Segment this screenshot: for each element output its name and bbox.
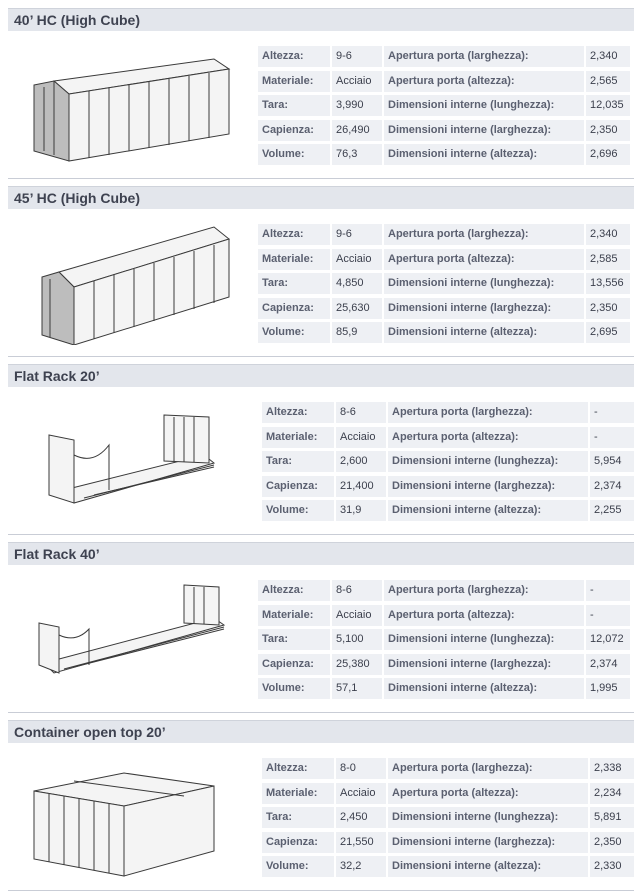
spec-label: Altezza: — [258, 224, 330, 245]
section-title: 40’ HC (High Cube) — [8, 8, 634, 31]
spec-label-2: Dimensioni interne (altezza): — [388, 856, 588, 877]
spec-label-2: Apertura porta (altezza): — [388, 427, 588, 448]
container-45hc-illustration — [14, 217, 244, 345]
spec-value-2: 2,340 — [586, 224, 630, 245]
spec-value-2: 2,330 — [590, 856, 634, 877]
container-40hc-illustration — [14, 39, 244, 167]
spec-label: Capienza: — [258, 120, 330, 141]
spec-value-2: - — [586, 605, 630, 626]
spec-value: 8-0 — [336, 758, 386, 779]
spec-label: Capienza: — [258, 654, 330, 675]
flat-rack-20-illustration — [14, 395, 244, 523]
spec-value: Acciaio — [336, 783, 386, 804]
spec-label: Altezza: — [262, 758, 334, 779]
section-title: Flat Rack 20’ — [8, 364, 634, 387]
spec-row — [258, 94, 630, 119]
spec-label-2: Dimensioni interne (altezza): — [388, 500, 588, 521]
spec-value-2: 2,350 — [586, 298, 630, 319]
spec-label-2: Apertura porta (altezza): — [384, 605, 584, 626]
spec-row — [262, 831, 634, 856]
spec-value-2: 2,565 — [586, 71, 630, 92]
specs-table — [258, 223, 630, 346]
spec-label-2: Dimensioni interne (lunghezza): — [388, 807, 588, 828]
specs-table — [258, 579, 630, 702]
spec-value-2: 2,255 — [590, 500, 634, 521]
spec-value: Acciaio — [332, 605, 382, 626]
spec-row — [262, 499, 634, 524]
spec-value: 32,2 — [336, 856, 386, 877]
spec-value: 2,450 — [336, 807, 386, 828]
spec-label: Capienza: — [258, 298, 330, 319]
spec-row — [258, 70, 630, 95]
spec-label-2: Apertura porta (altezza): — [384, 71, 584, 92]
spec-value: 26,490 — [332, 120, 382, 141]
spec-label: Capienza: — [262, 476, 334, 497]
spec-value: 25,630 — [332, 298, 382, 319]
spec-label: Volume: — [262, 856, 334, 877]
spec-row — [258, 248, 630, 273]
section-divider — [8, 712, 634, 713]
spec-label: Volume: — [262, 500, 334, 521]
spec-value-2: 13,556 — [586, 273, 630, 294]
spec-label-2: Apertura porta (larghezza): — [388, 758, 588, 779]
spec-label-2: Dimensioni interne (altezza): — [384, 678, 584, 699]
section-open-top-20 — [8, 720, 634, 891]
spec-label-2: Dimensioni interne (lunghezza): — [384, 273, 584, 294]
spec-value: Acciaio — [332, 249, 382, 270]
spec-row — [258, 143, 630, 168]
spec-row — [258, 297, 630, 322]
spec-value: 8-6 — [332, 580, 382, 601]
spec-value: 9-6 — [332, 224, 382, 245]
spec-label-2: Apertura porta (larghezza): — [384, 580, 584, 601]
spec-label: Capienza: — [262, 832, 334, 853]
specs-table — [262, 757, 634, 880]
spec-value-2: 1,995 — [586, 678, 630, 699]
spec-row — [258, 677, 630, 702]
spec-value: 57,1 — [332, 678, 382, 699]
spec-label: Tara: — [258, 629, 330, 650]
spec-value: 3,990 — [332, 95, 382, 116]
spec-label: Altezza: — [258, 46, 330, 67]
spec-row — [258, 321, 630, 346]
spec-label-2: Apertura porta (larghezza): — [384, 224, 584, 245]
spec-value: Acciaio — [336, 427, 386, 448]
specs-table — [258, 45, 630, 168]
section-40hc — [8, 8, 634, 179]
spec-value-2: - — [590, 427, 634, 448]
spec-row — [258, 579, 630, 604]
spec-value: 21,400 — [336, 476, 386, 497]
spec-label: Volume: — [258, 678, 330, 699]
spec-label: Tara: — [258, 95, 330, 116]
spec-row — [262, 450, 634, 475]
spec-row — [258, 119, 630, 144]
spec-value-2: 12,072 — [586, 629, 630, 650]
spec-value-2: 5,891 — [590, 807, 634, 828]
spec-value-2: 5,954 — [590, 451, 634, 472]
section-divider — [8, 356, 634, 357]
spec-value: 21,550 — [336, 832, 386, 853]
flat-rack-40-illustration — [14, 573, 244, 701]
spec-label-2: Dimensioni interne (larghezza): — [384, 298, 584, 319]
spec-value: Acciaio — [332, 71, 382, 92]
spec-label: Tara: — [262, 451, 334, 472]
spec-value-2: 2,374 — [590, 476, 634, 497]
spec-row — [262, 855, 634, 880]
section-flat-rack-40 — [8, 542, 634, 713]
spec-value-2: 2,234 — [590, 783, 634, 804]
section-divider — [8, 534, 634, 535]
spec-label-2: Apertura porta (larghezza): — [388, 402, 588, 423]
specs-table — [262, 401, 634, 524]
spec-value-2: 12,035 — [586, 95, 630, 116]
spec-row — [262, 806, 634, 831]
spec-row — [262, 426, 634, 451]
section-body — [8, 209, 634, 357]
section-body — [8, 743, 634, 891]
spec-label-2: Dimensioni interne (lunghezza): — [384, 95, 584, 116]
spec-value-2: 2,338 — [590, 758, 634, 779]
section-body — [8, 31, 634, 179]
spec-value: 31,9 — [336, 500, 386, 521]
spec-label: Materiale: — [258, 71, 330, 92]
open-top-20-illustration — [14, 751, 244, 879]
spec-label: Altezza: — [258, 580, 330, 601]
spec-value-2: 2,340 — [586, 46, 630, 67]
spec-label-2: Apertura porta (altezza): — [388, 783, 588, 804]
spec-label-2: Dimensioni interne (altezza): — [384, 322, 584, 343]
spec-value: 76,3 — [332, 144, 382, 165]
spec-value: 25,380 — [332, 654, 382, 675]
spec-value-2: - — [586, 580, 630, 601]
spec-row — [258, 653, 630, 678]
section-divider — [8, 178, 634, 179]
spec-value: 9-6 — [332, 46, 382, 67]
section-flat-rack-20 — [8, 364, 634, 535]
spec-label-2: Apertura porta (altezza): — [384, 249, 584, 270]
spec-row — [262, 782, 634, 807]
spec-row — [262, 475, 634, 500]
spec-row — [258, 604, 630, 629]
spec-label: Materiale: — [258, 605, 330, 626]
spec-value-2: - — [590, 402, 634, 423]
spec-row — [262, 757, 634, 782]
section-body — [8, 387, 634, 535]
spec-label: Altezza: — [262, 402, 334, 423]
spec-label: Volume: — [258, 322, 330, 343]
spec-value: 85,9 — [332, 322, 382, 343]
section-title: Flat Rack 40’ — [8, 542, 634, 565]
spec-value: 2,600 — [336, 451, 386, 472]
spec-label: Tara: — [258, 273, 330, 294]
spec-row — [258, 223, 630, 248]
spec-row — [258, 45, 630, 70]
spec-value-2: 2,585 — [586, 249, 630, 270]
section-title: 45’ HC (High Cube) — [8, 186, 634, 209]
spec-label-2: Dimensioni interne (altezza): — [384, 144, 584, 165]
spec-value-2: 2,350 — [590, 832, 634, 853]
spec-label-2: Apertura porta (larghezza): — [384, 46, 584, 67]
section-title: Container open top 20’ — [8, 720, 634, 743]
spec-row — [262, 401, 634, 426]
section-body — [8, 565, 634, 713]
spec-label-2: Dimensioni interne (lunghezza): — [384, 629, 584, 650]
spec-label-2: Dimensioni interne (larghezza): — [388, 476, 588, 497]
spec-label: Materiale: — [262, 427, 334, 448]
spec-label: Tara: — [262, 807, 334, 828]
spec-label-2: Dimensioni interne (larghezza): — [388, 832, 588, 853]
spec-row — [258, 628, 630, 653]
spec-label: Materiale: — [262, 783, 334, 804]
spec-value-2: 2,696 — [586, 144, 630, 165]
spec-label: Volume: — [258, 144, 330, 165]
spec-label: Materiale: — [258, 249, 330, 270]
spec-label-2: Dimensioni interne (larghezza): — [384, 120, 584, 141]
spec-label-2: Dimensioni interne (larghezza): — [384, 654, 584, 675]
spec-value: 5,100 — [332, 629, 382, 650]
section-45hc — [8, 186, 634, 357]
spec-value-2: 2,350 — [586, 120, 630, 141]
spec-label-2: Dimensioni interne (lunghezza): — [388, 451, 588, 472]
spec-value-2: 2,695 — [586, 322, 630, 343]
spec-value: 8-6 — [336, 402, 386, 423]
spec-value: 4,850 — [332, 273, 382, 294]
spec-row — [258, 272, 630, 297]
spec-value-2: 2,374 — [586, 654, 630, 675]
